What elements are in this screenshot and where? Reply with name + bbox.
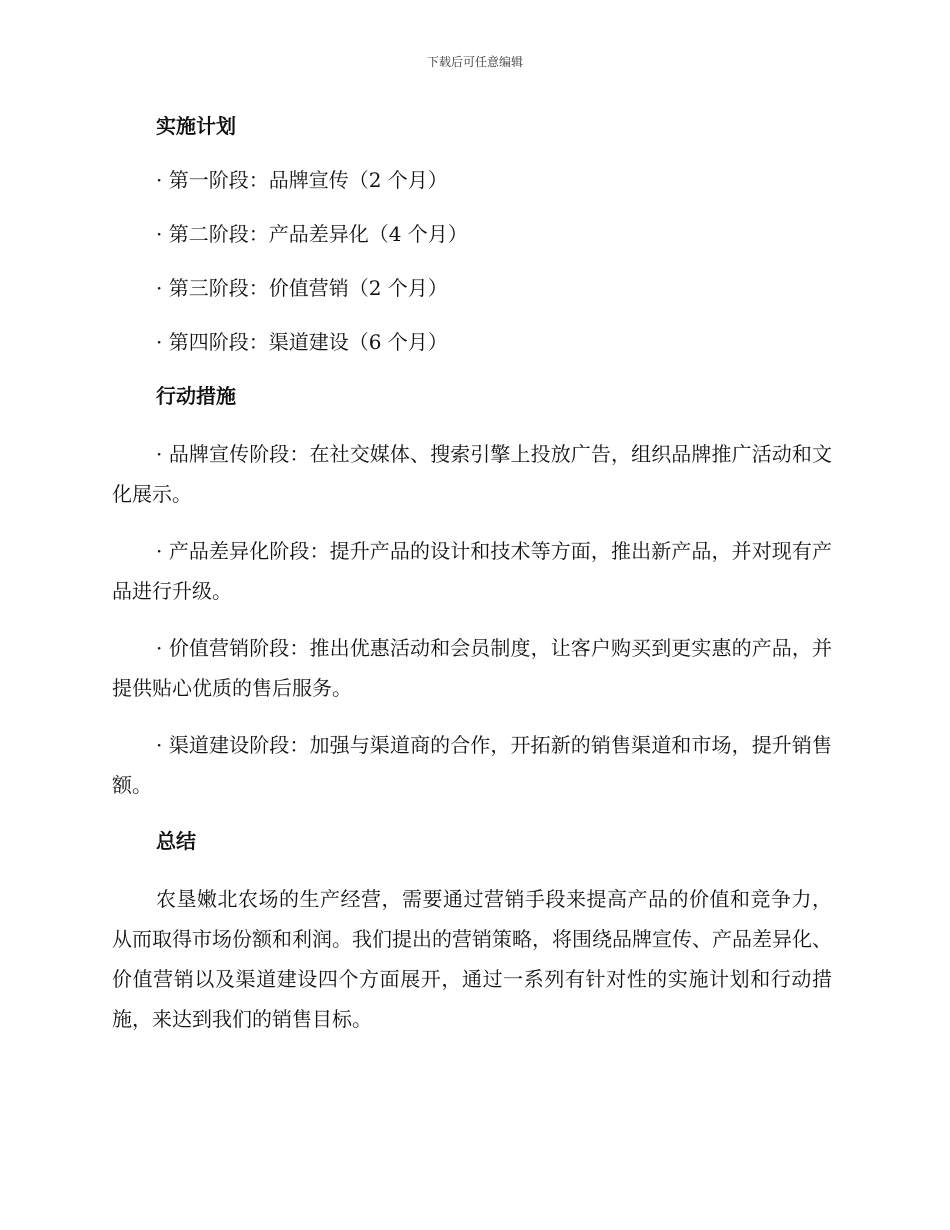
plan-item-1: · 第一阶段：品牌宣传（2 个月） [156, 168, 448, 192]
page-header-note: 下载后可任意编辑 [426, 55, 523, 69]
document-body [112, 110, 832, 1056]
plan-item-3: · 第三阶段：价值营销（2 个月） [156, 276, 448, 300]
plan-item-2: · 第二阶段：产品差异化（4 个月） [156, 222, 468, 246]
action-item-1: · 品牌宣传阶段：在社交媒体、搜索引擎上投放广告，组织品牌推广活动和文化展示。 [112, 442, 832, 506]
summary-paragraph: 农垦嫩北农场的生产经营，需要通过营销手段来提高产品的价值和竞争力，从而取得市场份额和利润。我们提出的营销策略，将围绕品牌宣传、产品差异化、价值营销以及渠道建设四个方面展开，通过一系列有针对性的实施计划和行动措施，来达到我们的销售目标。 [112, 887, 832, 1031]
heading-implementation-plan: 实施计划 [156, 114, 236, 138]
action-item-2: · 产品差异化阶段：提升产品的设计和技术等方面，推出新产品，并对现有产品进行升级。 [112, 539, 832, 603]
heading-summary: 总结 [156, 829, 196, 853]
heading-action-measures: 行动措施 [156, 384, 236, 408]
action-item-3: · 价值营销阶段：推出优惠活动和会员制度，让客户购买到更实惠的产品，并提供贴心优质的售后服务。 [112, 636, 832, 700]
plan-item-4: · 第四阶段：渠道建设（6 个月） [156, 330, 448, 354]
action-item-4: · 渠道建设阶段：加强与渠道商的合作，开拓新的销售渠道和市场，提升销售额。 [112, 733, 832, 797]
